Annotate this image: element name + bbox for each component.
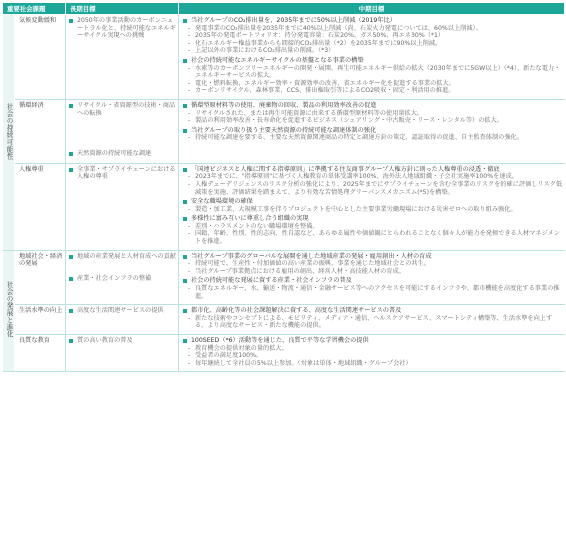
issue-cell: 生活水準の向上 (15, 305, 66, 335)
mid-term-goal-heading (183, 277, 563, 285)
header-long-term: 長期目標 (66, 3, 179, 15)
mid-term-goal (183, 166, 563, 196)
long-term-goal-text: 質の高い教育の普及 (77, 337, 133, 344)
mid-term-goal-title: 都市化、高齢化等の社会課題解決に資する、高度な生活関連サービスの普及 (191, 307, 402, 315)
table-row (3, 163, 565, 250)
mid-term-goal-heading (183, 198, 563, 206)
mid-term-points (183, 206, 563, 214)
table-row (3, 99, 565, 163)
list-item: - 持続可能な調達を要する、主要な天然資源関連商品の特定と調達方針の策定、認証取得の促進、自主監査体制の強化。 (195, 134, 563, 142)
spacer (69, 120, 176, 150)
list-item: - 受益者の満足度100%。 (195, 352, 563, 360)
table-header-row (3, 3, 565, 15)
list-item: - 水素等のカーボンフリーエネルギーの開発・展開、再生可能エネルギー供給の拡大（2030年までに5GW以上）（*4）、新たな電力・エネルギーサービスの拡大。 (195, 65, 563, 80)
square-bullet-icon (69, 309, 73, 313)
mid-term-goal-heading (183, 215, 563, 223)
list-item: - リサイクルされた、または再生可能資源に由来する循環型原材料等の使用量拡大。 (195, 110, 563, 118)
square-bullet-icon (69, 339, 73, 343)
long-term-goal (69, 275, 176, 283)
mid-term-goal-title: 社会の持続可能なエネルギーサイクルの基盤となる事業の構築 (191, 56, 364, 64)
list-item: - 持続可能で、生産性・付加価値の高い産業の振興、事業を通じた地域社会との共生。 (195, 260, 563, 268)
long-term-cell (66, 15, 179, 100)
mid-term-goal-heading (183, 307, 563, 315)
mid-term-points (183, 65, 563, 95)
list-item: - 製品の利用効率改善・長寿命化を促進するビジネス（シェアリング・中古販売・リース・レンタル等）の拡大。 (195, 117, 563, 125)
table-row (3, 335, 565, 372)
long-term-cell (66, 250, 179, 305)
list-item: - 2023年までに、"指導原則"に基づく人権教育の単体受講率100%、海外法人地域組織・子会社実施率100%を達成。 (195, 173, 563, 181)
mid-term-goal-title: 安全な職場環境の確保 (191, 198, 253, 206)
square-bullet-icon (183, 309, 187, 313)
header-mid-term: 中期目標 (179, 3, 565, 15)
long-term-goal (69, 17, 176, 40)
square-bullet-icon (183, 339, 187, 343)
list-item: - 2035年の発電ポートフォリオ：持分発電容量：石炭20%、ガス50%、再エネ30%（*1） (195, 32, 563, 40)
long-term-cell (66, 335, 179, 372)
square-bullet-icon (183, 279, 187, 283)
long-term-goal (69, 150, 176, 158)
mid-term-goal (183, 102, 563, 125)
mid-term-points (183, 173, 563, 196)
square-bullet-icon (69, 104, 73, 108)
mid-term-points (183, 223, 563, 246)
mid-term-goal-title: 「国連ビジネスと人権に関する指導原則」に準拠する住友商事グループ人権方針に則った人権尊重の浸透・徹底 (191, 165, 500, 173)
long-term-goal-text: 2050年の事業活動のカーボンニュートラル化と、持続可能なエネルギーサイクル実現への挑戦 (77, 17, 176, 40)
mid-term-points (183, 345, 563, 368)
group-label: 社会の持続可能性 (5, 102, 14, 160)
mid-term-goal-title: 当社グループ事業のグローバルな展開を通した地域産業の発展・雇用創出・人材の育成 (191, 252, 432, 260)
mid-term-goal (183, 337, 563, 367)
list-item: - 新たな技術やコンセプトによる、モビリティ、メディア・通信、ヘルスケアサービス、スマートシティ構築等、生活水準を向上する、より高度なサービス・新たな機能の提供。 (195, 315, 563, 330)
mid-term-goal (183, 198, 563, 213)
long-term-goal (69, 307, 176, 315)
mid-term-points (183, 25, 563, 55)
mid-term-goal (183, 57, 563, 95)
square-bullet-icon (183, 59, 187, 63)
square-bullet-icon (183, 129, 187, 133)
long-term-goal (69, 166, 176, 181)
mid-term-goal-title: 社会の持続可能な発展に資する産業・社会インフラの普及 (191, 277, 352, 285)
square-bullet-icon (69, 19, 73, 23)
issue-cell: 人権尊重 (15, 163, 66, 250)
issue-cell: 気候変動緩和 (15, 15, 66, 100)
mid-term-goal (183, 277, 563, 300)
group-label-cell (3, 250, 15, 372)
list-item: - 差別・ハラスメントのない職場環境を整備。 (195, 223, 563, 231)
mid-term-goal-heading (183, 17, 563, 25)
mid-term-goal-title: 100SEED（*6）活動等を通じた、良質で平等な学習機会の提供 (191, 337, 369, 344)
issue-cell: 循環経済 (15, 99, 66, 163)
list-item: - 電化・燃料転換、エネルギー効率・資源効率の改善、省エネルギー化を促進する事業の拡大。 (195, 80, 563, 88)
mid-term-goal (183, 127, 563, 142)
spacer (69, 263, 176, 275)
list-item: - 良質なエネルギー、水、輸送・物流・通信・金融サービス等へのアクセスを可能にするインフラや、都市機能を高度化する事業の推進。 (195, 285, 563, 300)
mid-term-goal-title: 多様性に富み互いに尊重し合う組織の実現 (191, 215, 309, 223)
mid-term-points (183, 110, 563, 125)
square-bullet-icon (183, 168, 187, 172)
square-bullet-icon (183, 217, 187, 221)
mid-term-points (183, 260, 563, 275)
long-term-goal (69, 337, 176, 345)
long-term-goal-text: 地域の産業発展と人材育成への貢献 (77, 252, 176, 260)
square-bullet-icon (183, 255, 187, 259)
long-term-cell (66, 305, 179, 335)
mid-term-goal-heading (183, 57, 563, 65)
list-item: - カーボンリサイクル、森林事業、CCS、排出権取引等によるCO2吸収・固定・利活用の推進。 (195, 87, 563, 95)
list-item: - 化石エネルギー権益事業からも間接的CO₂排出量（*2）を2035年までに90%以上削減。 (195, 40, 563, 48)
group-label: 社会の発展と進化 (5, 281, 14, 339)
list-item: - 製造・加工業、大規模工事を伴うプロジェクトを中心とした主要事業労働現場における災害ゼロへの取り組み強化。 (195, 206, 563, 214)
mid-term-goal (183, 253, 563, 276)
list-item: - 発電事業のCO₂排出量を2035年までに40%以上削減（尚、石炭火力発電については、60%以上削減）。 (195, 25, 563, 33)
list-item: - 上記以外の事業におけるCO₂排出量の削減。（*3） (195, 47, 563, 55)
long-term-cell (66, 163, 179, 250)
mid-term-cell (179, 335, 565, 372)
group-label-cell (3, 15, 15, 251)
long-term-goal-text: 全事業・サプライチェーンにおける人権の尊重 (77, 165, 176, 181)
long-term-goal-text: リサイクル・省資源型の技術・商品への転換 (77, 101, 176, 117)
mid-term-cell (179, 99, 565, 163)
mid-term-goal (183, 17, 563, 55)
mid-term-cell (179, 305, 565, 335)
long-term-goal (69, 253, 176, 261)
header-issue: 重要社会課題 (3, 3, 66, 15)
mid-term-cell (179, 250, 565, 305)
mid-term-points (183, 134, 563, 142)
mid-term-goal (183, 215, 563, 245)
mid-term-goal-heading (183, 337, 563, 345)
long-term-goal-text: 天然資源の持続可能な調達 (77, 150, 152, 158)
table-body (3, 15, 565, 372)
square-bullet-icon (69, 168, 73, 172)
list-item: - 国籍、年齢、性別、性的志向、性自認など、あらゆる属性や価値観にとらわれることなく個々人が能力を発揮できる人材マネジメントを推進。 (195, 230, 563, 245)
mid-term-cell (179, 15, 565, 100)
table-row (3, 250, 565, 305)
long-term-goal (69, 102, 176, 117)
square-bullet-icon (183, 104, 187, 108)
square-bullet-icon (69, 152, 73, 156)
list-item: - 毎年継続して全社員の5%以上参加。（対象は単体・地域組織・グループ会社） (195, 360, 563, 368)
mid-term-points (183, 285, 563, 300)
mid-term-goal-title: 当社グループのCO₂排出量を、2035年までに50%以上削減（2019年比） (191, 17, 396, 24)
mid-term-goal (183, 307, 563, 330)
mid-term-goal-title: 循環型原材料等の使用、廃棄物の回収、製品の利用効率改善の促進 (191, 101, 377, 109)
table-row (3, 305, 565, 335)
issue-cell: 良質な教育 (15, 335, 66, 372)
long-term-goal-text: 産業・社会インフラの整備 (77, 275, 152, 283)
long-term-goal-text: 高度な生活関連サービスの提供 (77, 307, 164, 315)
list-item: - 当社グループ事業拠点における雇用の創出、経営人材・高技能人材の育成。 (195, 268, 563, 276)
square-bullet-icon (69, 277, 73, 281)
table-row (3, 15, 565, 100)
square-bullet-icon (69, 255, 73, 259)
mid-term-cell (179, 163, 565, 250)
mid-term-goal-title: 当社グループの取り扱う主要天然資源の持続可能な調達体制の強化 (191, 126, 377, 134)
mid-term-points (183, 315, 563, 330)
issue-cell: 地域社会・経済の発展 (15, 250, 66, 305)
materiality-table (2, 2, 565, 372)
list-item: - 人権デューデリジェンスのリスク分析の強化により、2025年までにサプライチェーンを含む全事業のリスクを的確に評価しリスク低減策を実施、評価結果を踏まえて、より有効な苦情処理グリーバンスメカニズム(*5)を構築。 (195, 181, 563, 196)
list-item: - 教育機会の提供対象の量的拡大。 (195, 345, 563, 353)
long-term-cell (66, 99, 179, 163)
square-bullet-icon (183, 19, 187, 23)
mid-term-goal-heading (183, 102, 563, 110)
square-bullet-icon (183, 200, 187, 204)
